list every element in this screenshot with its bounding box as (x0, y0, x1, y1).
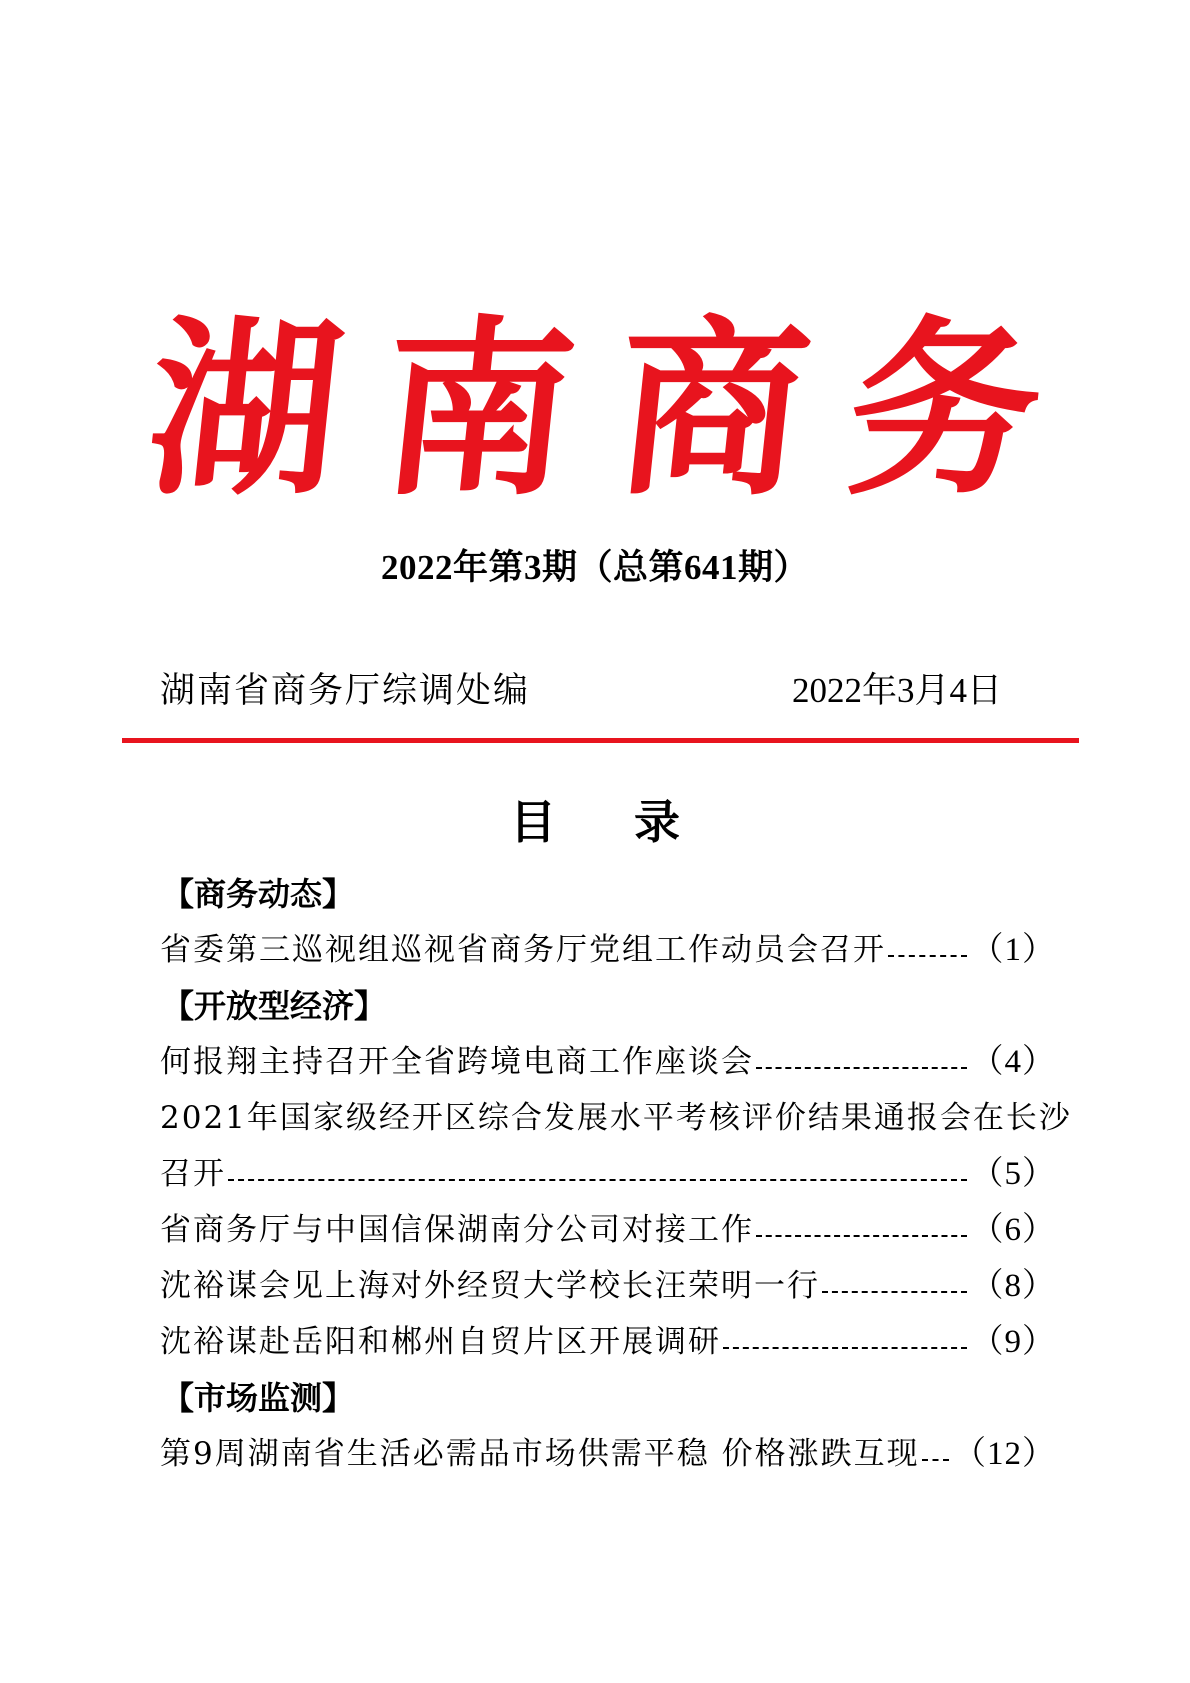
toc-section-open-economy: 【开放型经济】 (162, 987, 387, 1025)
toc-entry-page: （12） (953, 1436, 1056, 1472)
toc-entry-title: 沈裕谋赴岳阳和郴州自贸片区开展调研 (160, 1324, 721, 1360)
toc-entry[interactable] (160, 1202, 1056, 1258)
dot-leader (922, 1426, 949, 1482)
toc-entry-title: 沈裕谋会见上海对外经贸大学校长汪荣明一行 (160, 1268, 820, 1304)
toc-entry[interactable] (160, 1146, 1056, 1202)
toc-entry[interactable] (160, 1034, 1056, 1090)
toc-entry-page: （6） (970, 1212, 1056, 1248)
toc-section-market-monitoring: 【市场监测】 (162, 1379, 355, 1417)
toc-entry-title: 何报翔主持召开全省跨境电商工作座谈会 (160, 1044, 754, 1080)
toc-entry-page: （1） (970, 932, 1056, 968)
issue-number: 2022年第3期（总第641期） (380, 548, 809, 587)
dot-leader (822, 1258, 967, 1314)
toc-entry-title: 省委第三巡视组巡视省商务厅党组工作动员会召开 (160, 932, 886, 968)
dot-leader (723, 1314, 967, 1370)
toc-entry-title-line2: 召开 (160, 1156, 226, 1192)
toc-entry[interactable] (160, 1258, 1056, 1314)
dot-leader (756, 1202, 967, 1258)
toc-entry-page: （9） (970, 1324, 1056, 1360)
editor-line: 湖南省商务厅综调处编 (160, 671, 531, 711)
toc-entry-page: （5） (970, 1156, 1056, 1192)
dot-leader (228, 1146, 967, 1202)
toc-entry-title-line1[interactable]: 2021年国家级经开区综合发展水平考核评价结果通报会在长沙 (160, 1100, 1072, 1136)
toc-title-char-2: 录 (634, 795, 680, 849)
masthead-char-1: 湖 (138, 298, 352, 521)
toc-entry[interactable] (160, 1426, 1056, 1482)
toc-title (0, 786, 1190, 852)
toc-entry[interactable] (160, 1314, 1056, 1370)
dot-leader (888, 922, 967, 978)
red-divider (122, 738, 1079, 743)
table-of-contents (160, 866, 1072, 1482)
toc-section-business-news: 【商务动态】 (162, 875, 355, 913)
publish-date: 2022年3月4日 (792, 671, 1003, 710)
toc-entry-title: 省商务厅与中国信保湖南分公司对接工作 (160, 1212, 754, 1248)
masthead-title (138, 290, 1052, 530)
toc-entry-page: （8） (970, 1268, 1056, 1304)
masthead-char-3: 商 (604, 298, 819, 521)
masthead-char-2: 南 (371, 298, 586, 521)
toc-entry-title: 第9周湖南省生活必需品市场供需平稳 价格涨跌互现 (160, 1436, 920, 1472)
dot-leader (756, 1034, 967, 1090)
toc-entry-page: （4） (970, 1044, 1056, 1080)
toc-title-char-1: 目 (510, 795, 556, 849)
masthead-char-4: 务 (838, 298, 1052, 521)
toc-entry[interactable] (160, 922, 1056, 978)
